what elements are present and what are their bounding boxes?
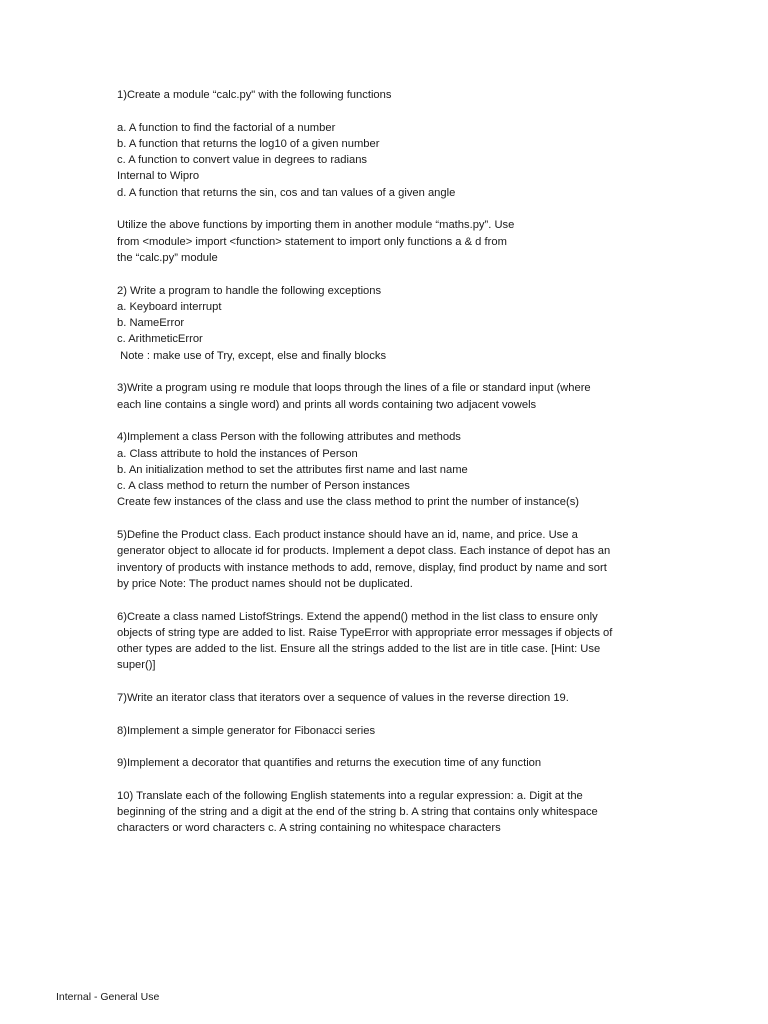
text-line: objects of string type are added to list. Raise TypeError with appropriate error messages if objects of xyxy=(117,626,613,639)
question-10 xyxy=(117,788,657,837)
text-line: by price Note: The product names should not be duplicated. xyxy=(117,577,413,590)
text-line: d. A function that returns the sin, cos and tan values of a given angle xyxy=(117,186,456,199)
question-3 xyxy=(117,380,657,413)
text-line: other types are added to the list. Ensure all the strings added to the list are in title case. [Hint: Use xyxy=(117,643,601,656)
text-line: b. An initialization method to set the attributes first name and last name xyxy=(117,463,468,476)
text-line: a. Keyboard interrupt xyxy=(117,300,222,313)
question-8 xyxy=(117,723,657,739)
question-2 xyxy=(117,283,657,364)
text-line: characters or word characters c. A string containing no whitespace characters xyxy=(117,822,501,835)
question-9 xyxy=(117,755,657,771)
text-line: the “calc.py” module xyxy=(117,251,218,264)
text-line: 9)Implement a decorator that quantifies and returns the execution time of any function xyxy=(117,757,542,770)
text-line: b. A function that returns the log10 of a given number xyxy=(117,137,380,150)
text-line: 6)Create a class named ListofStrings. Extend the append() method in the list class to ensure only xyxy=(117,610,598,623)
text-line: a. A function to find the factorial of a number xyxy=(117,121,336,134)
question-7 xyxy=(117,690,657,706)
text-line: 5)Define the Product class. Each product instance should have an id, name, and price. Use a xyxy=(117,529,578,542)
text-line: c. A function to convert value in degrees to radians xyxy=(117,154,368,167)
question-4 xyxy=(117,429,657,510)
text-line: Note : make use of Try, except, else and finally blocks xyxy=(117,349,387,362)
text-line: b. NameError xyxy=(117,317,185,330)
question-1-heading xyxy=(117,87,657,103)
footer-classification-label: Internal - General Use xyxy=(56,991,160,1003)
text-line: 1)Create a module “calc.py" with the following functions xyxy=(117,89,392,101)
text-line: from <module> import <function> statement to import only functions a & d from xyxy=(117,235,507,248)
text-line: 8)Implement a simple generator for Fibonacci series xyxy=(117,724,376,737)
question-1-usage xyxy=(117,217,657,266)
text-line: c. ArithmeticError xyxy=(117,333,203,346)
text-line: c. A class method to return the number of Person instances xyxy=(117,480,410,493)
text-line: 3)Write a program using re module that loops through the lines of a file or standard input (where xyxy=(117,382,591,395)
text-line: inventory of products with instance methods to add, remove, display, find product by name and sort xyxy=(117,561,607,574)
text-line: 4)Implement a class Person with the following attributes and methods xyxy=(117,431,461,444)
text-line: generator object to allocate id for products. Implement a depot class. Each instance of depot has an xyxy=(117,545,611,558)
text-line: 7)Write an iterator class that iterators over a sequence of values in the reverse direction 19. xyxy=(117,691,569,704)
text-line: Utilize the above functions by importing them in another module “maths.py”. Use xyxy=(117,219,515,232)
text-line: 2) Write a program to handle the following exceptions xyxy=(117,284,382,297)
text-line: beginning of the string and a digit at the end of the string b. A string that contains only whitespace xyxy=(117,806,598,819)
text-line: each line contains a single word) and prints all words containing two adjacent vowels xyxy=(117,398,537,411)
question-1-functions xyxy=(117,120,657,201)
document-body xyxy=(117,87,657,853)
question-6 xyxy=(117,609,657,674)
text-line: a. Class attribute to hold the instances of Person xyxy=(117,447,358,460)
text-line: super()] xyxy=(117,659,156,672)
text-line: Internal to Wipro xyxy=(117,170,200,183)
text-line: 10) Translate each of the following English statements into a regular expression: a. Digit at the xyxy=(117,789,583,802)
text-line: Create few instances of the class and use the class method to print the number of instance(s) xyxy=(117,496,580,509)
question-5 xyxy=(117,527,657,592)
